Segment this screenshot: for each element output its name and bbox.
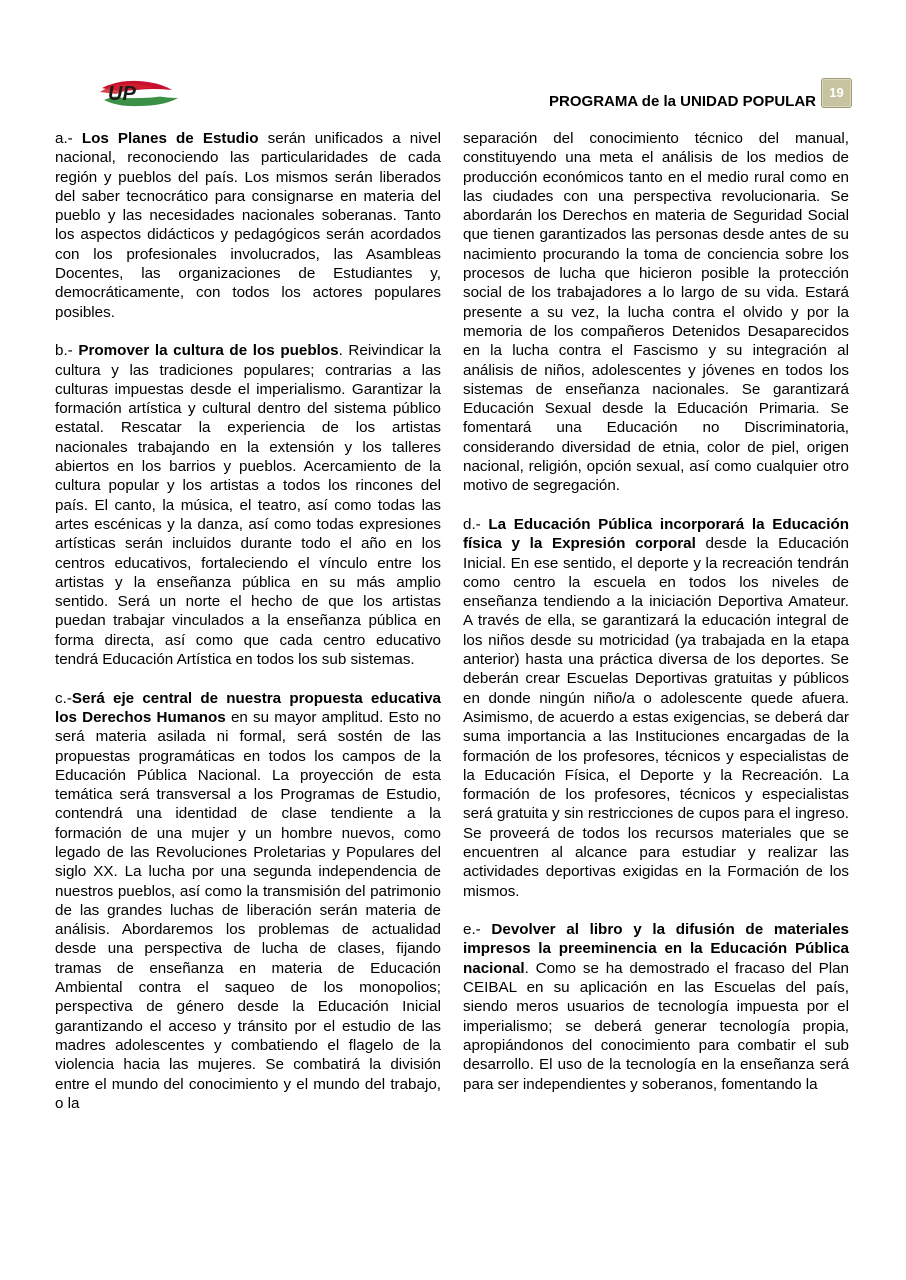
paragraph-e-heading: Devolver al libro y la difusión de materiales impresos la preeminencia en la Educación Pública nacional	[463, 921, 849, 977]
paragraph-b-lead: b.-	[55, 342, 79, 360]
logo-text: UP	[108, 83, 136, 105]
paragraph-b-heading: Promover la cultura de los pueblos	[78, 342, 339, 360]
paragraph-e-body: . Como se ha demostrado el fracaso del Plan CEIBAL en su aplicación en las Escuelas del país, siendo meros usuarios de tecnología impuesta por el imperialismo; se deberá generar tecnología propia, apropiándonos del conocimiento para combatir el sub desarrollo. El uso de la tecnología en la enseñanza será para ser independientes y soberanos, fomentando la	[463, 959, 849, 1093]
document-title: PROGRAMA de la UNIDAD POPULAR	[549, 93, 816, 110]
paragraph-e	[463, 920, 849, 1094]
right-column	[463, 129, 849, 1113]
up-logo-graphic	[98, 76, 180, 112]
paragraph-b-body: . Reivindicar la cultura y las tradiciones populares; contrarias a las culturas impuestas desde el imperialismo. Garantizar la formación artística y cultural dentro del sistema público estatal. Rescatar la experiencia de los artistas nacionales trabajando en la extensión y los talleres abiertos en los barrios y pueblos. Acercamiento de la cultura popular y los artistas a todos los rincones del país. El canto, la música, el teatro, así como todas las artes escénicas y la danza, así como todas expresiones artísticas serán incluidos durante todo el año en los centros educativos, fortaleciendo el vínculo entre los artistas y la enseñanza pública en su más amplio sentido. Será un norte el hecho de que los artistas puedan trabajar vinculados a la enseñanza pública en forma directa, así como que cada centro educativo tendrá Educación Artística en todos los sub sistemas.	[55, 342, 441, 669]
paragraph-c-lead: c.-	[55, 689, 72, 707]
paragraph-a-body: serán unificados a nivel nacional, reconociendo las particularidades de cada región y pueblos del país. Los mismos serán liberados del saber tecnocrático para consignarse en materia del pueblo y las necesidades nacionales soberanas. Tanto los aspectos didácticos y pedagógicos serán acordados con los profesionales involucrados, las Asambleas Docentes, las organizaciones de Estudiantes y, democráticamente, con todos los actores populares posibles.	[55, 130, 441, 321]
paragraph-e-lead: e.-	[463, 921, 492, 939]
paragraph-d-heading: La Educación Pública incorporará la Educación física y la Expresión corporal	[463, 515, 849, 553]
paragraph-d	[463, 515, 849, 901]
page-number-badge: 19	[821, 78, 852, 108]
paragraph-a-heading: Los Planes de Estudio	[81, 130, 259, 147]
paragraph-d-lead: d.-	[463, 515, 489, 533]
up-logo	[98, 76, 180, 112]
paragraph-c-continued-body: separación del conocimiento técnico del manual, constituyendo una meta el análisis de los medios de producción económicos tanto en el medio rural como en las ciudades con una perspectiva revolucionaria. Se abordarán los Derechos en materia de Seguridad Social que tienen garantizados las personas desde antes de su nacimiento procurando la toma de conciencia sobre los procesos de lucha que hicieron posible la protección social de los trabajadores a lo largo de su vida. Estará presente a su vez, la lucha contra el olvido y por la memoria de los compañeros Detenidos Desaparecidos en la lucha contra el Fascismo y su integración al análisis de niños, adolescentes y jóvenes en todos los sistemas de enseñanza nacionales. Se garantizará Educación Sexual desde la Educación Primaria. Se fomentará una Educación no Discriminatoria, considerando diversidad de etnia, color de piel, origen nacional, religión, opción sexual, así como cualquier otro motivo de segregación.	[463, 130, 849, 495]
paragraph-b	[55, 341, 441, 669]
paragraph-c-continued	[463, 129, 849, 496]
paragraph-d-body: desde la Educación Inicial. En ese sentido, el deporte y la recreación tendrán como centro la escuela en todos los niveles de enseñanza tendiendo a la iniciación Deportiva Amateur. A través de ella, se garantizará la educación integral de los niños desde su motricidad (ya trabajada en la etapa anterior) hasta una práctica diversa de los deportes. Se deberán crear Escuelas Deportivas gratuitas y públicos en donde ningún niño/a o adolescente quede afuera. Asimismo, de acuerdo a estas exigencias, se deberá dar suma importancia a las Instituciones encargadas de la formación de los profesores, técnicos y especialistas de la Educación Física, el Deporte y la Recreación. La formación de los profesores, técnicos y especialistas será gratuita y sin restricciones de cupos para el ingreso. Se proveerá de todos los recursos materiales que se encuentren al alcance para estudiar y realizar las actividades deportivas exigidas en la Formación de los mismos.	[463, 535, 849, 900]
paragraph-a-lead: a.-	[55, 130, 82, 147]
paragraph-c-body: en su mayor amplitud. Esto no será materia asilada ni formal, será sostén de las propuestas programáticas en todos los campos de la Educación Pública Nacional. La proyección de esta temática será transversal a los Programas de Estudio, contendrá una identidad de clase tendiente a la formación de una mujer y un hombre nuevos, como legado de las Revoluciones Proletarias y Populares del siglo XX. La lucha por una segunda independencia de nuestros pueblos, así como la transmisión del patrimonio de las grandes luchas de liberación serán materia de análisis. Abordaremos los problemas de actualidad desde una perspectiva de lucha de clases, fijando tramas de enseñanza en materia de Educación Ambiental contra el saqueo de los monopolios; perspectiva de género desde la Educación Inicial garantizando el acceso y tránsito por el estudio de las madres adolescentes y combatiendo el flagelo de la violencia hacia las mujeres. Se combatirá la división entre el mundo del conocimiento y el mundo del trabajo, o la	[55, 708, 441, 1112]
paragraph-a	[55, 129, 441, 322]
left-column	[55, 129, 441, 1132]
paragraph-c-heading: Será eje central de nuestra propuesta educativa los Derechos Humanos	[55, 689, 441, 726]
paragraph-c	[55, 689, 441, 1114]
